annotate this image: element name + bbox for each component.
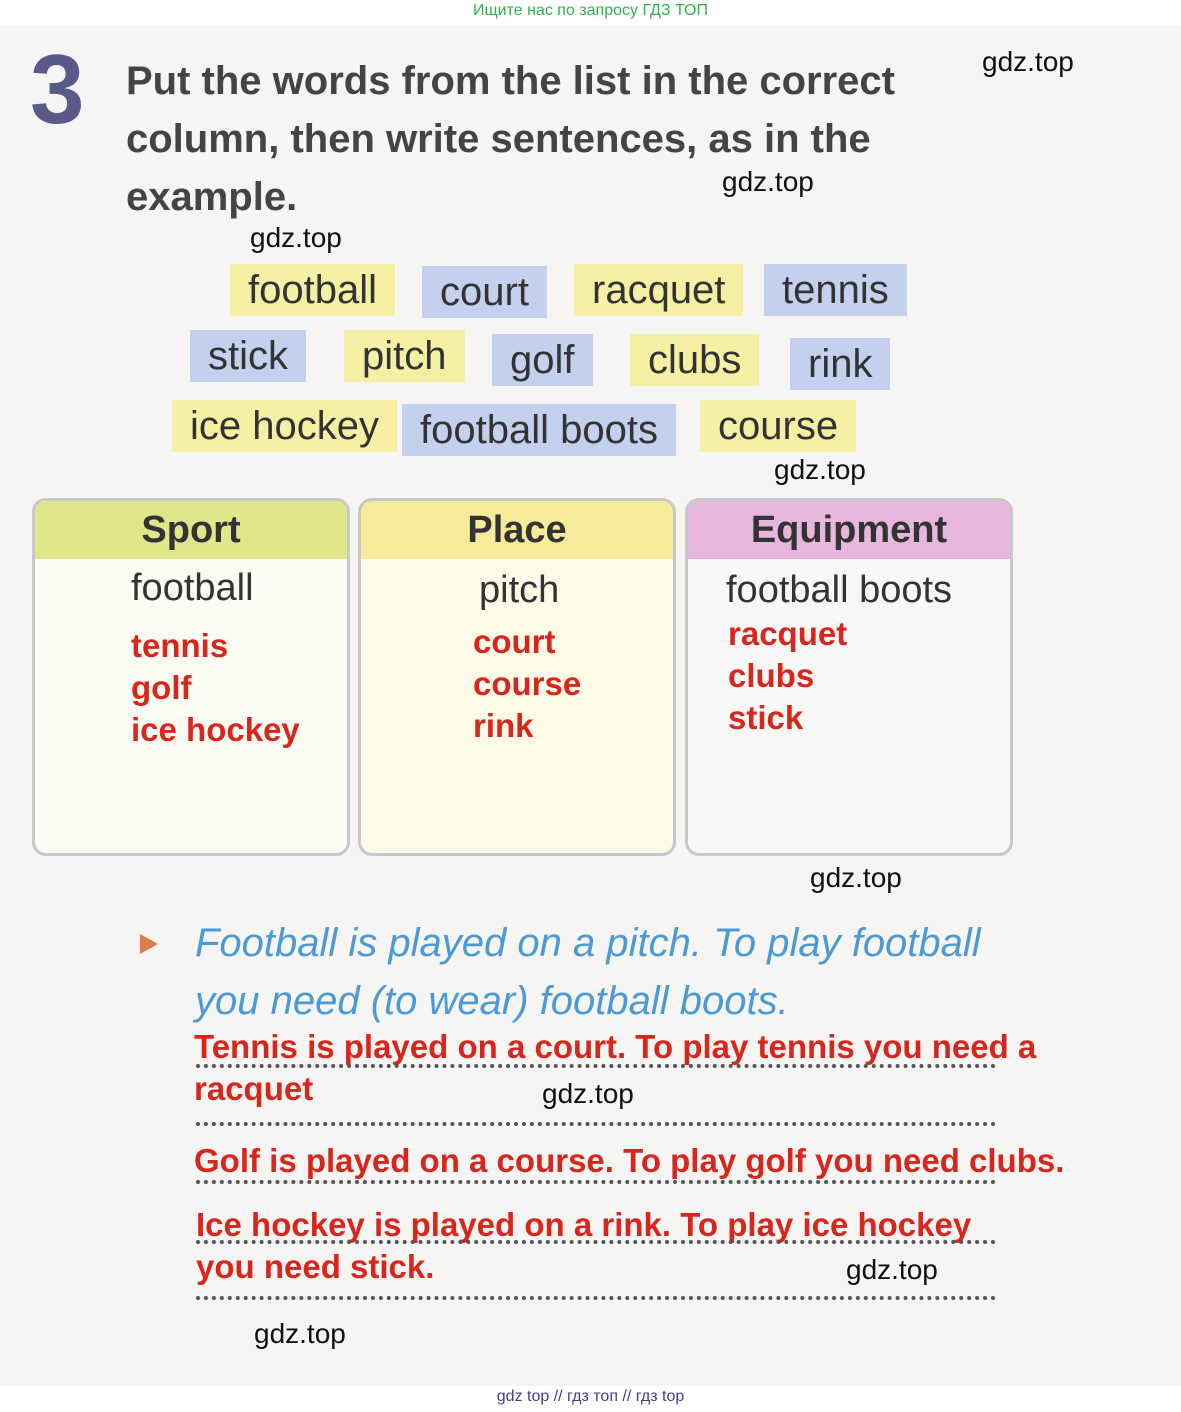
answer-sentence-3-line1: Ice hockey is played on a rink. To play ice hockey <box>196 1206 972 1243</box>
word-tag-court: court <box>422 266 547 318</box>
word-tag-ice-hockey: ice hockey <box>172 400 397 452</box>
watermark: gdz.top <box>542 1078 634 1109</box>
place-header: Place <box>361 501 673 559</box>
word-tag-football-boots: football boots <box>402 404 676 456</box>
sport-example: football <box>131 567 254 609</box>
word-tag-golf: golf <box>492 334 593 386</box>
play-arrow-icon <box>140 934 158 954</box>
sport-header: Sport <box>35 501 347 559</box>
place-answer: court <box>473 623 556 660</box>
place-column <box>358 498 676 856</box>
equipment-answer: clubs <box>728 657 815 694</box>
place-column-body <box>361 559 673 853</box>
answer-line <box>196 1122 996 1126</box>
answer-line <box>196 1296 996 1300</box>
top-note: Ищите нас по запросу ГДЗ ТОП <box>473 2 708 19</box>
sport-column <box>32 498 350 856</box>
word-tag-football: football <box>230 264 395 316</box>
sport-answer: golf <box>131 669 192 706</box>
answer-line <box>196 1064 996 1068</box>
watermark: gdz.top <box>722 166 814 197</box>
word-tag-racquet: racquet <box>574 264 743 316</box>
example-sentence-line1: Football is played on a pitch. To play football <box>195 921 981 965</box>
word-tag-rink: rink <box>790 338 890 390</box>
equipment-answer: racquet <box>728 615 848 652</box>
word-tag-pitch: pitch <box>344 330 465 382</box>
word-tag-tennis: tennis <box>764 264 907 316</box>
word-tag-stick: stick <box>190 330 306 382</box>
answer-line <box>196 1240 996 1244</box>
sport-answer: tennis <box>131 627 229 664</box>
bottom-note: gdz top // гдз топ // гдз top <box>496 1388 685 1405</box>
answer-sentence-1-line2: racquet <box>194 1070 314 1107</box>
sport-answer: ice hockey <box>131 711 300 748</box>
watermark: gdz.top <box>982 46 1074 77</box>
equipment-header: Equipment <box>688 501 1010 559</box>
equipment-column-body <box>688 559 1010 853</box>
place-example: pitch <box>479 569 560 611</box>
answer-line <box>196 1180 996 1184</box>
watermark: gdz.top <box>810 862 902 893</box>
example-sentence-line2: you need (to wear) football boots. <box>195 979 789 1023</box>
word-tag-course: course <box>700 400 856 452</box>
answer-sentence-1-line1: Tennis is played on a court. To play tennis you need a <box>194 1028 1037 1065</box>
equipment-example: football boots <box>726 569 953 611</box>
equipment-column <box>685 498 1013 856</box>
word-tag-clubs: clubs <box>630 334 759 386</box>
place-answer: course <box>473 665 582 702</box>
answer-sentence-3-line2: you need stick. <box>196 1248 435 1285</box>
watermark: gdz.top <box>250 222 342 253</box>
watermark: gdz.top <box>254 1318 346 1349</box>
place-answer: rink <box>473 707 534 744</box>
equipment-answer: stick <box>728 699 804 736</box>
sport-column-body <box>35 559 347 853</box>
watermark: gdz.top <box>774 454 866 485</box>
watermark: gdz.top <box>846 1254 938 1285</box>
answer-sentence-2: Golf is played on a course. To play golf you need clubs. <box>194 1142 1065 1179</box>
exercise-number: 3 <box>30 34 85 144</box>
exercise-instruction: Put the words from the list in the correct column, then write sentences, as in the example. <box>126 59 895 219</box>
